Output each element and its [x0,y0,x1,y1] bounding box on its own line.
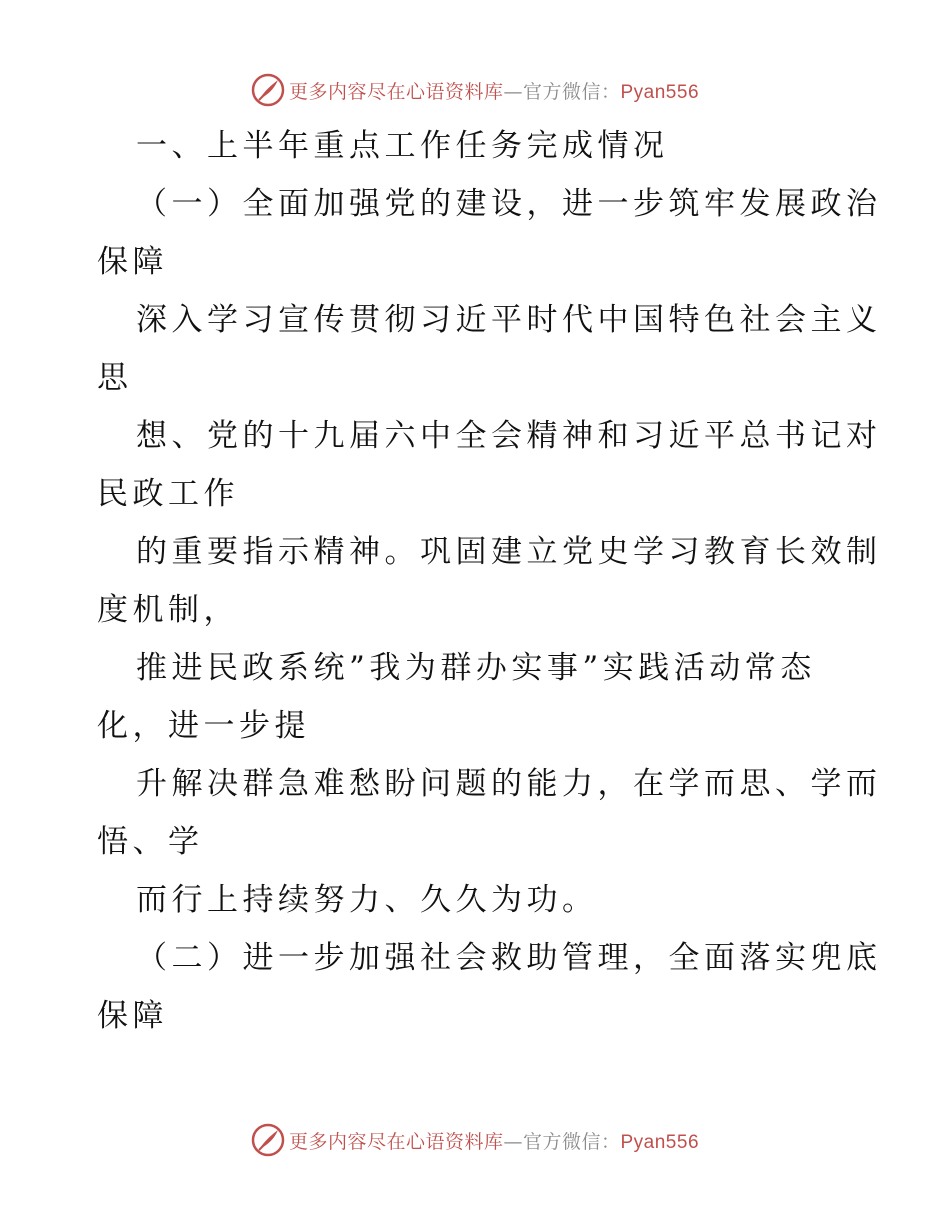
banner-separator: — [503,1130,523,1153]
feather-pen-logo-icon [251,1123,285,1157]
text-line: 度机制， [97,592,239,628]
text-line: 升解决群急难愁盼问题的能力，在学而思、学而 [136,766,882,802]
banner-wechat-account: Pyan556 [620,1131,700,1153]
feather-pen-logo-icon [251,73,285,107]
text-line: 思 [97,360,133,396]
text-line: 民政工作 [97,476,239,512]
text-line: 化，进一步提 [97,708,310,744]
text-line: 推进民政系统”我为群办实事”实践活动常态 [136,650,816,686]
banner-main-text: 更多内容尽在心语资料库 [288,1130,504,1153]
subsection-heading-2: （二）进一步加强社会救助管理，全面落实兜底 [136,940,882,976]
banner-text [289,1127,699,1154]
text-line: 而行上持续努力、久久为功。 [136,882,598,918]
text-line: 深入学习宣传贯彻习近平时代中国特色社会主义 [136,302,882,338]
banner-wechat-label: 官方微信： [522,80,621,103]
section-heading: 一、上半年重点工作任务完成情况 [136,128,669,164]
banner-text [289,77,699,104]
header-watermark-banner [0,70,950,110]
banner-wechat-label: 官方微信： [522,1130,621,1153]
subsection-heading-1: （一）全面加强党的建设，进一步筑牢发展政治 [136,186,882,222]
footer-watermark-banner [0,1120,950,1160]
text-line: 的重要指示精神。巩固建立党史学习教育长效制 [136,534,882,570]
banner-main-text: 更多内容尽在心语资料库 [288,80,504,103]
text-line: 悟、学 [97,824,204,860]
text-line: 保障 [97,998,168,1034]
text-line: 保障 [97,244,168,280]
banner-wechat-account: Pyan556 [620,81,700,103]
text-line: 想、党的十九届六中全会精神和习近平总书记对 [136,418,882,454]
banner-separator: — [503,80,523,103]
